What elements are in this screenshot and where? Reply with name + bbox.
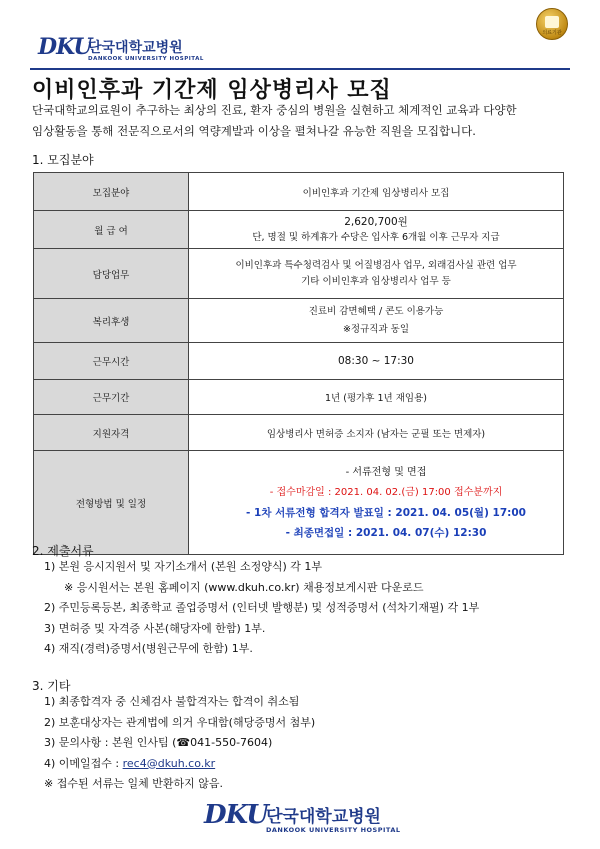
row-value: 이비인후과 특수청력검사 및 어질병검사 업무, 외래검사실 관련 업무 기타 이비인후과 임상병리사 업무 등	[189, 249, 564, 299]
logo-korean-name: 단국대학교병원	[88, 40, 183, 56]
intro-line: 단국대학교의료원이 추구하는 최상의 진료, 환자 중심의 병원을 실현하고 체계적인 교육과 다양한	[32, 103, 517, 117]
etc-item-email	[44, 754, 584, 775]
logo-mark: DKU	[38, 34, 92, 60]
schedule-list	[189, 451, 564, 555]
table-row	[34, 451, 564, 555]
row-label: 전형방법 및 일정	[34, 451, 189, 555]
intro-paragraph	[32, 100, 577, 142]
header-rule	[30, 68, 570, 70]
table-row	[34, 249, 564, 299]
schedule-item-announcement: - 1차 서류전형 합격자 발표일 : 2021. 04. 05(월) 17:00	[246, 506, 526, 519]
row-label: 지원자격	[34, 415, 189, 451]
etc-item: 1) 최종합격자 중 신체검사 불합격자는 합격이 취소됨	[44, 695, 300, 708]
row-label: 근무시간	[34, 343, 189, 380]
logo-korean-name: 단국대학교병원	[266, 807, 381, 827]
etc-note: ※ 접수된 서류는 일체 반환하지 않음.	[44, 777, 223, 790]
schedule-item: - 서류전형 및 면접	[345, 466, 427, 478]
table-row	[34, 380, 564, 415]
etc-item: 3) 문의사항 : 본원 인사팀 (☎041-550-7604)	[44, 736, 273, 749]
section-heading: 3. 기타	[32, 679, 71, 693]
etc-item: 2) 보훈대상자는 관계법에 의거 우대함(해당증명서 첨부)	[44, 715, 316, 729]
row-value: 진료비 감면혜택 / 콘도 이용가능 ※정규직과 동일	[189, 299, 564, 343]
row-value: 이비인후과 기간제 임상병리사 모집	[189, 173, 564, 211]
row-label: 월 급 여	[34, 211, 189, 249]
email-link[interactable]: rec4@dkuh.co.kr	[122, 756, 216, 770]
schedule-item-interview: - 최종면접일 : 2021. 04. 07(수) 12:30	[285, 526, 487, 539]
document-note: ※ 응시원서는 본원 홈페이지 (www.dkuh.co.kr) 채용정보게시판 다운로드	[64, 580, 424, 594]
table-row	[34, 299, 564, 343]
logo-english-name: DANKOOK UNIVERSITY HOSPITAL	[266, 826, 401, 834]
row-value: 임상병리사 면허증 소지자 (남자는 군필 또는 면제자)	[189, 415, 564, 451]
schedule-item-deadline: - 접수마감일 : 2021. 04. 02.(금) 17:00 접수분까지	[269, 486, 503, 498]
document-item: 3) 면허증 및 자격증 사본(해당자에 한함) 1부.	[44, 621, 266, 635]
table-row	[34, 173, 564, 211]
emblem-label: 의료기관	[542, 30, 562, 36]
footer-logo	[204, 800, 444, 840]
row-value: 08:30 ~ 17:30	[189, 343, 564, 380]
document-item: 4) 재직(경력)증명서(병원근무에 한함) 1부.	[44, 642, 253, 655]
section-heading: 2. 제출서류	[32, 544, 94, 558]
table-row	[34, 343, 564, 380]
page-title: 이비인후과 기간제 임상병리사 모집	[32, 78, 392, 103]
document-item: 2) 주민등록등본, 최종학교 졸업증명서 (인터넷 발행분) 및 성적증명서 (석차기재필) 각 1부	[44, 601, 480, 614]
logo-mark: DKU	[204, 800, 268, 830]
row-value: 1년 (평가후 1년 재임용)	[189, 380, 564, 415]
row-label: 모집분야	[34, 173, 189, 211]
section-heading: 1. 모집분야	[32, 153, 94, 167]
row-label: 복리후생	[34, 299, 189, 343]
header-logo	[38, 34, 238, 68]
hospital-emblem-icon	[536, 8, 568, 40]
table-row	[34, 415, 564, 451]
document-list	[44, 557, 584, 660]
etc-list	[44, 692, 584, 795]
email-prefix: 4) 이메일접수 :	[44, 756, 123, 770]
row-value: 2,620,700원 단, 명절 및 하계휴가 수당은 입사후 6개월 이후 근무자 지급	[189, 211, 564, 249]
logo-english-name: DANKOOK UNIVERSITY HOSPITAL	[88, 56, 204, 62]
recruitment-table	[33, 172, 564, 555]
row-label: 담당업무	[34, 249, 189, 299]
intro-line: 임상활동을 통해 전문직으로서의 역량계발과 이상을 펼쳐나갈 유능한 직원을 모집합니다.	[32, 124, 476, 138]
document-item: 1) 본원 응시지원서 및 자기소개서 (본원 소정양식) 각 1부	[44, 560, 322, 573]
table-row	[34, 211, 564, 249]
row-label: 근무기간	[34, 380, 189, 415]
